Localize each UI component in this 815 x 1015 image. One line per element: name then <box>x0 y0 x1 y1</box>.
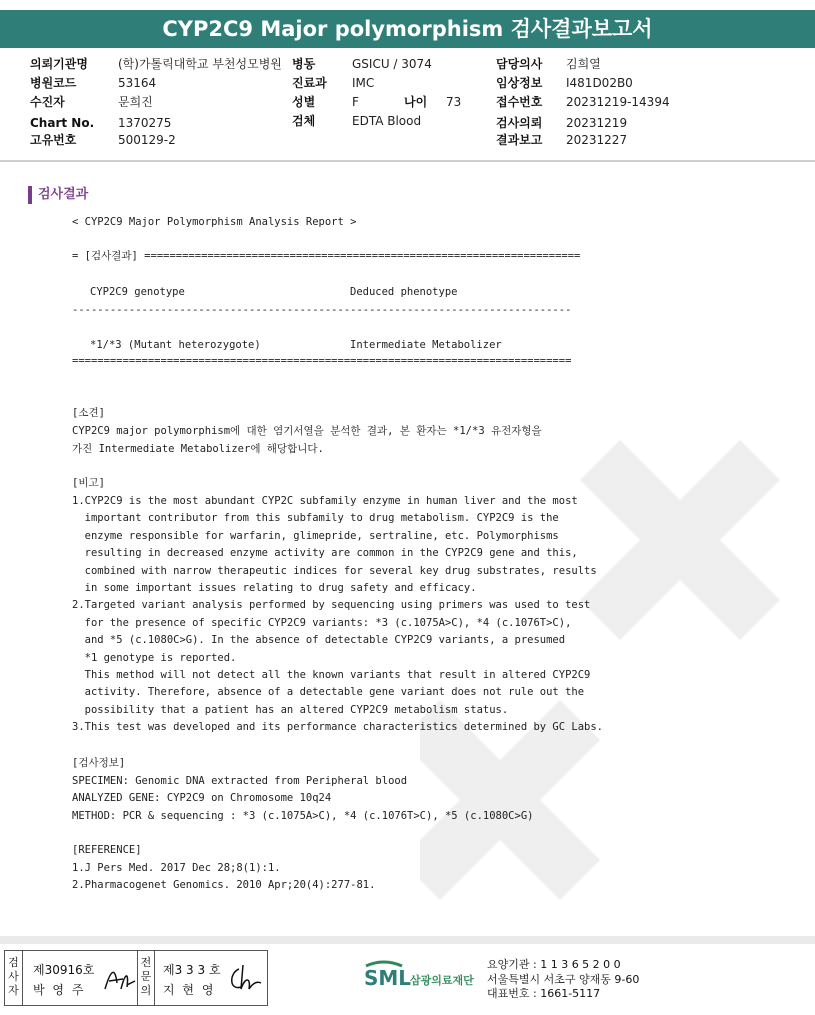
test-info-line: ANALYZED GENE: CYP2C9 on Chromosome 10q24 <box>72 792 332 805</box>
tester-signature <box>101 963 137 995</box>
info-value: 53164 <box>118 76 157 90</box>
note-line: enzyme responsible for warfarin, glimepride, sertraline, etc. Polymorphisms <box>72 529 559 542</box>
note-line: *1 genotype is reported. <box>72 651 237 664</box>
institution-address: 서울특별시 서초구 양재동 9-60 <box>487 972 640 986</box>
info-value: 500129-2 <box>118 133 176 147</box>
info-label: 담당의사 <box>496 57 543 71</box>
info-label: 검체 <box>292 114 316 128</box>
sml-org-name: 삼광의료재단 <box>410 974 474 987</box>
note-line: for the presence of specific CYP2C9 variants: *3 (c.1075A>C), *4 (c.1076T>C), <box>72 616 572 629</box>
footer-divider <box>0 936 815 944</box>
result-separator: = [검사결과] ===================================================================== <box>72 250 581 262</box>
notes-title: [비고] <box>72 477 105 489</box>
test-info-line: METHOD: PCR & sequencing : *3 (c.1075A>C), *4 (c.1076T>C), *5 (c.1080C>G) <box>72 809 534 822</box>
reviewer-label: 전문의 <box>137 951 155 1005</box>
info-value: 20231219 <box>566 116 628 130</box>
info-value: (학)가톨릭대학교 부천성모병원 <box>118 57 282 71</box>
tester-license-no: 제30916호 <box>33 963 95 977</box>
info-value: 문희진 <box>118 95 153 109</box>
column-genotype-header: CYP2C9 genotype <box>90 286 185 298</box>
info-label: 접수번호 <box>496 95 543 109</box>
note-line: 1.CYP2C9 is the most abundant CYP2C subfamily enzyme in human liver and the most <box>72 495 578 507</box>
note-line: 2.Targeted variant analysis performed by sequencing using primers was used to test <box>72 599 591 612</box>
sml-logo-text: SML <box>364 966 412 990</box>
info-value: 1370275 <box>118 116 172 130</box>
watermark-pattern <box>420 400 815 930</box>
note-line: possibility that a patient has an altered CYP2C9 metabolism status. <box>72 703 509 716</box>
info-value: 20231227 <box>566 133 628 147</box>
tester-label: 검사자 <box>5 951 23 1005</box>
info-value: 20231219-14394 <box>566 95 670 109</box>
note-line: activity. Therefore, absence of a detectable gene variant does not rule out the <box>72 686 585 699</box>
note-line: 3.This test was developed and its performance characteristics determined by GC Labs. <box>72 721 604 734</box>
info-label: 병원코드 <box>30 76 77 90</box>
info-label: 수진자 <box>30 95 65 109</box>
institution-code: 요양기관 : 1 1 3 6 5 2 0 0 <box>487 958 621 971</box>
tester-name: 박 영 주 <box>33 983 86 997</box>
test-info-title: [검사정보] <box>72 757 126 769</box>
institution-info <box>487 958 639 1002</box>
note-line: resulting in decreased enzyme activity are common in the CYP2C9 gene and this, <box>72 547 578 560</box>
info-label: 나이 <box>404 95 428 109</box>
info-value: EDTA Blood <box>352 114 422 128</box>
findings-line: CYP2C9 major polymorphism에 대한 염기서열을 분석한 결과, 본 환자는 *1/*3 유전자형을 <box>72 425 542 437</box>
dash-separator: ------------------------------------------------------------------------------- <box>72 304 572 316</box>
info-label: 임상정보 <box>496 76 543 90</box>
reviewer-signature <box>225 961 265 995</box>
note-line: in some important issues relating to drug safety and efficacy. <box>72 582 477 594</box>
info-value: GSICU / 3074 <box>352 57 432 71</box>
equal-separator: =============================================================================== <box>72 355 572 367</box>
note-line: This method will not detect all the known variants that result in altered CYP2C9 <box>72 669 591 681</box>
info-label: 의뢰기관명 <box>30 57 88 71</box>
info-value: 73 <box>446 95 462 109</box>
test-info-line: SPECIMEN: Genomic DNA extracted from Peripheral blood <box>72 775 408 787</box>
signature-box <box>4 950 268 1006</box>
info-value: I481D02B0 <box>566 76 633 90</box>
info-label: 성별 <box>292 95 316 109</box>
phenotype-value: Intermediate Metabolizer <box>350 339 502 351</box>
info-value: IMC <box>352 76 375 90</box>
info-label: 진료과 <box>292 76 327 90</box>
info-label: Chart No. <box>30 116 95 130</box>
references-title: [REFERENCE] <box>72 844 142 856</box>
sml-logo <box>364 958 482 998</box>
reference-line: 1.J Pers Med. 2017 Dec 28;8(1):1. <box>72 862 281 874</box>
info-label: 결과보고 <box>496 133 543 147</box>
reviewer-name: 지 현 영 <box>163 983 216 997</box>
note-line: important contributor from this subfamily to drug metabolism. CYP2C9 is the <box>72 512 559 525</box>
section-title: 검사결과 <box>28 186 88 204</box>
institution-phone: 대표번호 : 1661-5117 <box>487 987 601 1000</box>
findings-title: [소견] <box>72 407 105 419</box>
reference-line: 2.Pharmacogenet Genomics. 2010 Apr;20(4):277-81. <box>72 879 376 892</box>
info-label: 병동 <box>292 57 316 71</box>
genotype-value: *1/*3 (Mutant heterozygote) <box>90 339 261 351</box>
report-title: CYP2C9 Major polymorphism 검사결과보고서 <box>0 10 815 48</box>
column-phenotype-header: Deduced phenotype <box>350 286 458 298</box>
info-value: F <box>352 95 359 109</box>
info-value: 김희열 <box>566 57 601 71</box>
note-line: and *5 (c.1080C>G). In the absence of detectable CYP2C9 variants, a presumed <box>72 634 566 647</box>
findings-line: 가진 Intermediate Metabolizer에 해당합니다. <box>72 443 324 455</box>
note-line: combined with narrow therapeutic indices for several key drug substrates, results <box>72 564 597 577</box>
patient-info <box>0 0 815 150</box>
header-divider <box>0 160 815 162</box>
info-label: 검사의뢰 <box>496 116 543 130</box>
info-label: 고유번호 <box>30 133 77 147</box>
reviewer-license-no: 제3 3 3 호 <box>163 963 221 977</box>
report-heading: < CYP2C9 Major Polymorphism Analysis Report > <box>72 216 357 228</box>
